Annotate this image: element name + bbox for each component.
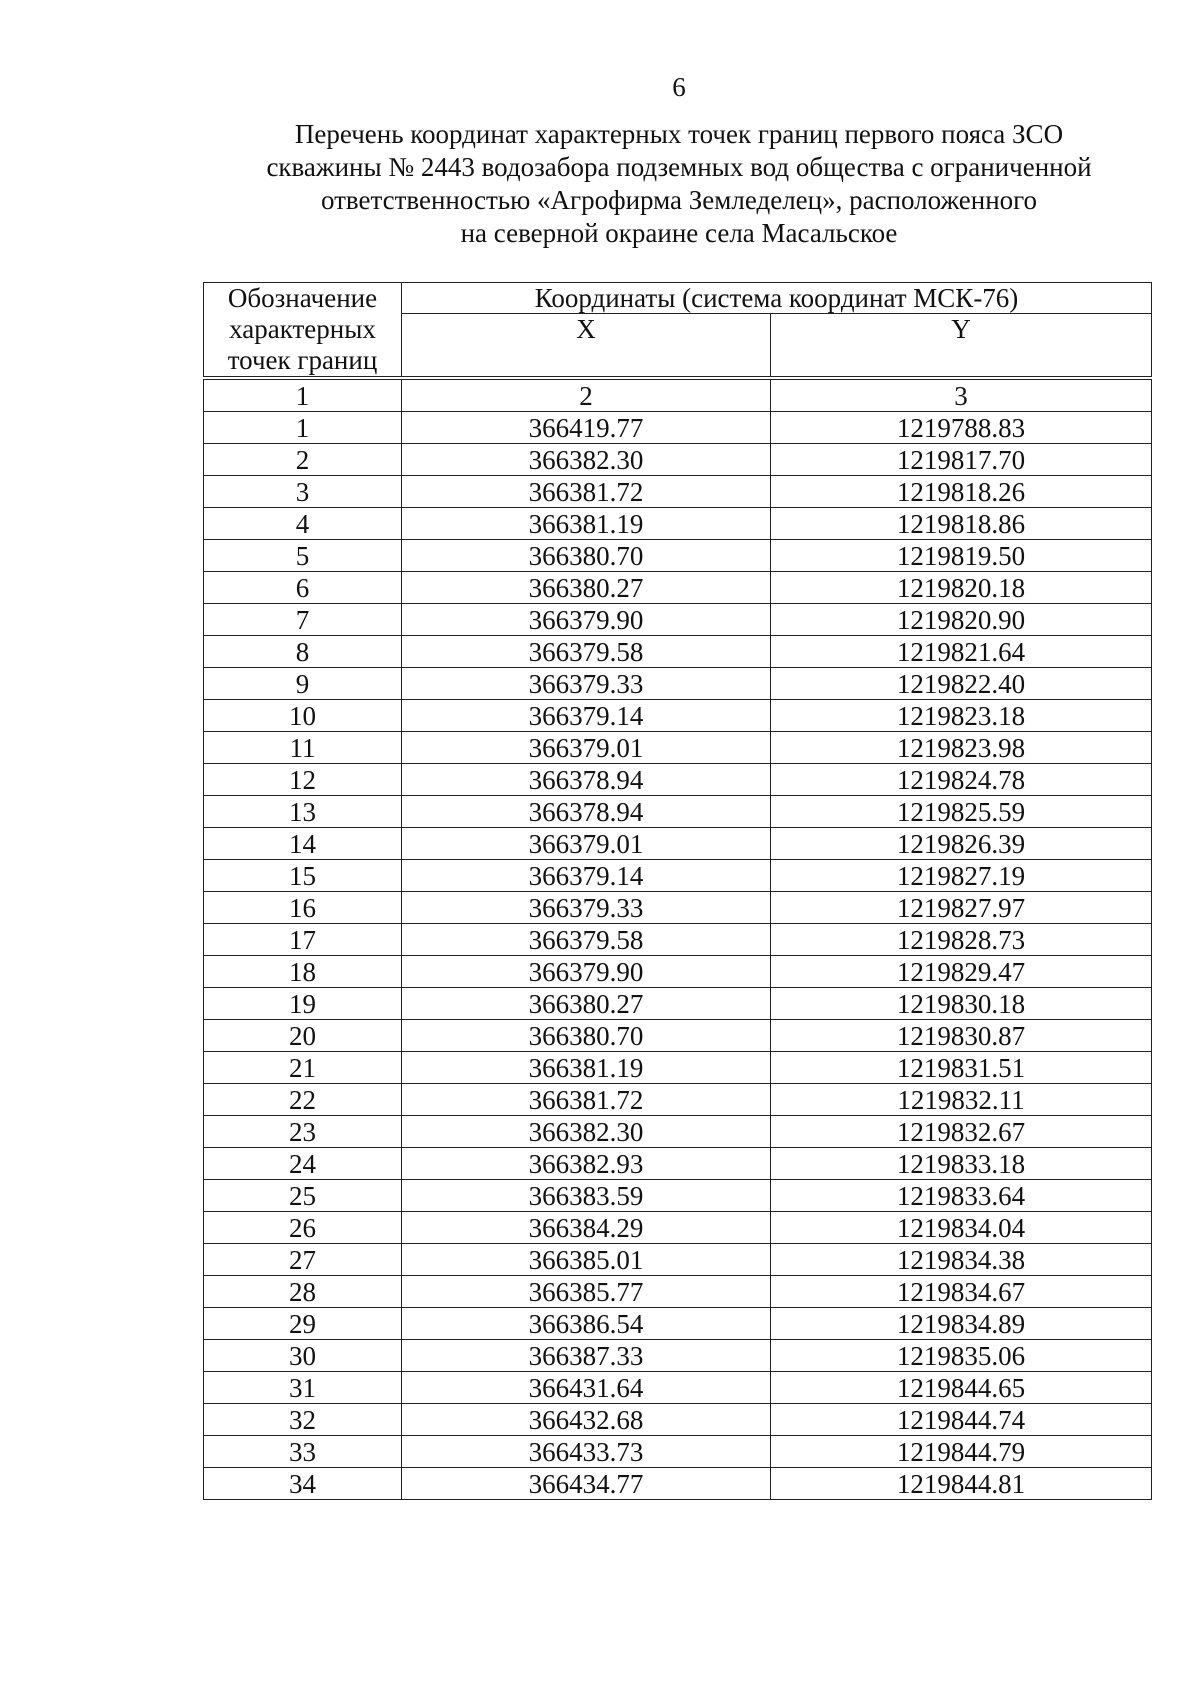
y-coordinate-cell: 1219830.18 <box>771 988 1152 1020</box>
x-coordinate-cell: 366380.70 <box>402 1020 771 1052</box>
title-line-4: на северной окраине села Масальское <box>460 218 898 248</box>
point-number-cell: 4 <box>204 508 402 540</box>
table-row <box>204 1020 1152 1052</box>
x-coordinate-cell: 366379.58 <box>402 636 771 668</box>
point-number-cell: 18 <box>204 956 402 988</box>
table-row <box>204 508 1152 540</box>
y-coordinate-cell: 1219844.79 <box>771 1436 1152 1468</box>
x-coordinate-cell: 366385.01 <box>402 1244 771 1276</box>
table-row <box>204 572 1152 604</box>
point-number-cell: 2 <box>204 444 402 476</box>
point-number-cell: 15 <box>204 860 402 892</box>
table-body <box>204 378 1152 1500</box>
x-coordinate-cell: 366434.77 <box>402 1468 771 1500</box>
point-number-cell: 26 <box>204 1212 402 1244</box>
x-coordinate-cell: 366379.90 <box>402 604 771 636</box>
table-row <box>204 924 1152 956</box>
table-row <box>204 1468 1152 1500</box>
table-row <box>204 796 1152 828</box>
point-number-cell: 3 <box>204 476 402 508</box>
column-number: 2 <box>402 378 771 412</box>
document-title <box>200 118 1158 250</box>
y-coordinate-cell: 1219834.04 <box>771 1212 1152 1244</box>
x-coordinate-cell: 366379.90 <box>402 956 771 988</box>
y-coordinate-cell: 1219844.65 <box>771 1372 1152 1404</box>
point-number-cell: 1 <box>204 412 402 444</box>
point-number-cell: 27 <box>204 1244 402 1276</box>
x-coordinate-cell: 366379.33 <box>402 668 771 700</box>
y-coordinate-cell: 1219830.87 <box>771 1020 1152 1052</box>
title-line-1: Перечень координат характерных точек границ первого пояса ЗСО <box>294 119 1064 149</box>
table-row <box>204 732 1152 764</box>
point-number-cell: 6 <box>204 572 402 604</box>
y-coordinate-cell: 1219823.98 <box>771 732 1152 764</box>
y-coordinate-cell: 1219834.38 <box>771 1244 1152 1276</box>
table-row <box>204 956 1152 988</box>
x-coordinate-cell: 366379.14 <box>402 860 771 892</box>
point-number-cell: 23 <box>204 1116 402 1148</box>
x-coordinate-cell: 366379.01 <box>402 732 771 764</box>
y-coordinate-cell: 1219788.83 <box>771 412 1152 444</box>
y-coordinate-cell: 1219833.64 <box>771 1180 1152 1212</box>
table-row <box>204 700 1152 732</box>
x-coordinate-cell: 366385.77 <box>402 1276 771 1308</box>
table-row <box>204 604 1152 636</box>
table-row <box>204 1436 1152 1468</box>
table-row <box>204 1180 1152 1212</box>
point-number-cell: 21 <box>204 1052 402 1084</box>
x-coordinate-cell: 366378.94 <box>402 764 771 796</box>
point-number-cell: 33 <box>204 1436 402 1468</box>
table-row <box>204 1148 1152 1180</box>
x-coordinate-cell: 366379.14 <box>402 700 771 732</box>
x-coordinate-cell: 366433.73 <box>402 1436 771 1468</box>
header-y: Y <box>771 314 1152 379</box>
column-number: 1 <box>204 378 402 412</box>
table-row <box>204 1212 1152 1244</box>
header-x: X <box>402 314 771 379</box>
table-row <box>204 1340 1152 1372</box>
x-coordinate-cell: 366387.33 <box>402 1340 771 1372</box>
y-coordinate-cell: 1219820.90 <box>771 604 1152 636</box>
table-row <box>204 1404 1152 1436</box>
y-coordinate-cell: 1219834.89 <box>771 1308 1152 1340</box>
x-coordinate-cell: 366431.64 <box>402 1372 771 1404</box>
point-number-cell: 30 <box>204 1340 402 1372</box>
y-coordinate-cell: 1219827.19 <box>771 860 1152 892</box>
table-row <box>204 1276 1152 1308</box>
y-coordinate-cell: 1219818.26 <box>771 476 1152 508</box>
y-coordinate-cell: 1219824.78 <box>771 764 1152 796</box>
page-number: 6 <box>672 72 686 102</box>
y-coordinate-cell: 1219832.11 <box>771 1084 1152 1116</box>
y-coordinate-cell: 1219818.86 <box>771 508 1152 540</box>
table-header-row <box>204 283 1152 314</box>
y-coordinate-cell: 1219817.70 <box>771 444 1152 476</box>
x-coordinate-cell: 366386.54 <box>402 1308 771 1340</box>
y-coordinate-cell: 1219844.74 <box>771 1404 1152 1436</box>
point-number-cell: 28 <box>204 1276 402 1308</box>
coordinates-table <box>203 282 1152 1500</box>
table-row <box>204 444 1152 476</box>
point-number-cell: 8 <box>204 636 402 668</box>
x-coordinate-cell: 366381.19 <box>402 1052 771 1084</box>
table-row <box>204 1116 1152 1148</box>
point-number-cell: 22 <box>204 1084 402 1116</box>
x-coordinate-cell: 366381.72 <box>402 476 771 508</box>
y-coordinate-cell: 1219834.67 <box>771 1276 1152 1308</box>
x-coordinate-cell: 366379.33 <box>402 892 771 924</box>
point-number-cell: 24 <box>204 1148 402 1180</box>
x-coordinate-cell: 366381.19 <box>402 508 771 540</box>
y-coordinate-cell: 1219827.97 <box>771 892 1152 924</box>
x-coordinate-cell: 366380.27 <box>402 572 771 604</box>
table-row <box>204 860 1152 892</box>
table-row <box>204 1052 1152 1084</box>
x-coordinate-cell: 366378.94 <box>402 796 771 828</box>
point-number-cell: 16 <box>204 892 402 924</box>
column-numbers-row <box>204 378 1152 412</box>
table-row <box>204 764 1152 796</box>
y-coordinate-cell: 1219844.81 <box>771 1468 1152 1500</box>
x-coordinate-cell: 366379.01 <box>402 828 771 860</box>
table-row <box>204 636 1152 668</box>
title-line-3: ответственностью «Агрофирма Земледелец», расположенного <box>320 185 1038 215</box>
table-row <box>204 540 1152 572</box>
table-row <box>204 1084 1152 1116</box>
x-coordinate-cell: 366379.58 <box>402 924 771 956</box>
x-coordinate-cell: 366384.29 <box>402 1212 771 1244</box>
y-coordinate-cell: 1219833.18 <box>771 1148 1152 1180</box>
point-number-cell: 9 <box>204 668 402 700</box>
x-coordinate-cell: 366381.72 <box>402 1084 771 1116</box>
point-number-cell: 14 <box>204 828 402 860</box>
x-coordinate-cell: 366382.93 <box>402 1148 771 1180</box>
x-coordinate-cell: 366419.77 <box>402 412 771 444</box>
point-number-cell: 5 <box>204 540 402 572</box>
point-number-cell: 25 <box>204 1180 402 1212</box>
y-coordinate-cell: 1219829.47 <box>771 956 1152 988</box>
x-coordinate-cell: 366432.68 <box>402 1404 771 1436</box>
y-coordinate-cell: 1219823.18 <box>771 700 1152 732</box>
point-number-cell: 10 <box>204 700 402 732</box>
column-number: 3 <box>771 378 1152 412</box>
y-coordinate-cell: 1219819.50 <box>771 540 1152 572</box>
y-coordinate-cell: 1219820.18 <box>771 572 1152 604</box>
point-number-cell: 29 <box>204 1308 402 1340</box>
y-coordinate-cell: 1219821.64 <box>771 636 1152 668</box>
table-row <box>204 668 1152 700</box>
point-number-cell: 32 <box>204 1404 402 1436</box>
table-row <box>204 828 1152 860</box>
table-header <box>204 283 1152 379</box>
point-number-cell: 20 <box>204 1020 402 1052</box>
y-coordinate-cell: 1219828.73 <box>771 924 1152 956</box>
y-coordinate-cell: 1219826.39 <box>771 828 1152 860</box>
point-number-cell: 34 <box>204 1468 402 1500</box>
table-row <box>204 892 1152 924</box>
y-coordinate-cell: 1219825.59 <box>771 796 1152 828</box>
point-number-cell: 19 <box>204 988 402 1020</box>
point-number-cell: 17 <box>204 924 402 956</box>
x-coordinate-cell: 366383.59 <box>402 1180 771 1212</box>
point-number-cell: 12 <box>204 764 402 796</box>
point-number-cell: 31 <box>204 1372 402 1404</box>
x-coordinate-cell: 366380.70 <box>402 540 771 572</box>
table-row <box>204 476 1152 508</box>
table-row <box>204 1372 1152 1404</box>
point-number-cell: 13 <box>204 796 402 828</box>
y-coordinate-cell: 1219832.67 <box>771 1116 1152 1148</box>
point-number-cell: 11 <box>204 732 402 764</box>
y-coordinate-cell: 1219822.40 <box>771 668 1152 700</box>
y-coordinate-cell: 1219831.51 <box>771 1052 1152 1084</box>
header-coordinates: Координаты (система координат МСК-76) <box>402 283 1152 314</box>
point-number-cell: 7 <box>204 604 402 636</box>
x-coordinate-cell: 366382.30 <box>402 1116 771 1148</box>
y-coordinate-cell: 1219835.06 <box>771 1340 1152 1372</box>
x-coordinate-cell: 366380.27 <box>402 988 771 1020</box>
header-designation: Обозначение характерных точек границ <box>204 283 402 379</box>
table-row <box>204 1244 1152 1276</box>
title-line-2: скважины № 2443 водозабора подземных вод общества с ограниченной <box>266 152 1092 182</box>
table-row <box>204 988 1152 1020</box>
table-row <box>204 1308 1152 1340</box>
x-coordinate-cell: 366382.30 <box>402 444 771 476</box>
table-row <box>204 412 1152 444</box>
